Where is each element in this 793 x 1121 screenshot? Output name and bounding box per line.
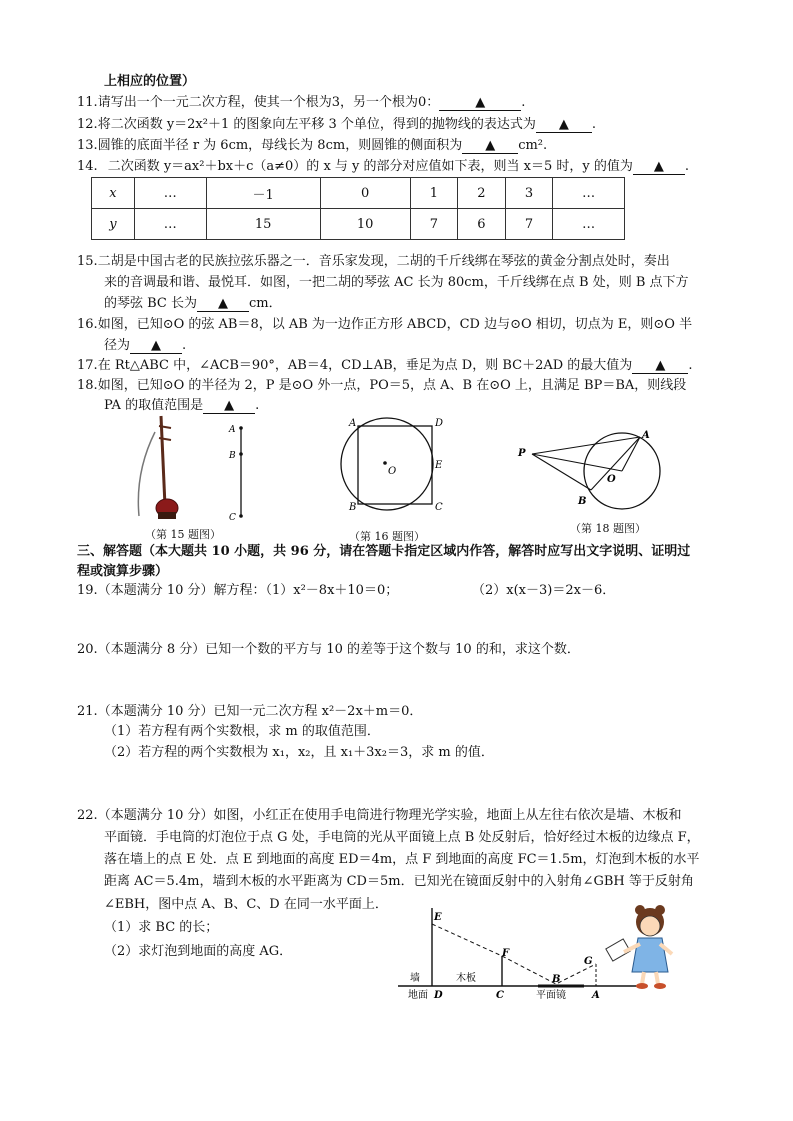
table-cell: 6 xyxy=(458,209,506,240)
question-16: 16.如图，已知⊙O 的弦 AB＝8，以 AB 为一边作正方形 ABCD，CD 边与⊙O 相切，切点为 E，则⊙O 半 xyxy=(77,317,693,332)
table-cell: 0 xyxy=(320,178,410,209)
question-18: 18.如图，已知⊙O 的半径为 2，P 是⊙O 外一点，PO＝5，点 A、B 在⊙O 上，且满足 BP＝BA，则线段 xyxy=(77,378,687,393)
girl-icon xyxy=(606,905,672,989)
table-cell: 3 xyxy=(505,178,553,209)
label-o: O xyxy=(388,466,397,477)
question-13: 13.圆锥的底面半径 r 为 6cm，母线长为 8cm，则圆锥的侧面积为 ▲ cm². xyxy=(77,138,548,153)
circle-o xyxy=(341,418,433,510)
value-table xyxy=(91,177,625,240)
table-cell: … xyxy=(134,178,206,209)
question-15-line: 的琴弦 BC 长为 ▲ cm． xyxy=(104,296,282,311)
table-cell: 7 xyxy=(505,209,553,240)
table-cell: 1 xyxy=(410,178,458,209)
question-22-part1: （1）求 BC 的长； xyxy=(104,920,219,935)
answer-blank[interactable]: ▲ xyxy=(197,297,249,312)
label-d: D xyxy=(435,418,444,429)
answer-blank[interactable]: ▲ xyxy=(633,160,685,175)
table-cell: … xyxy=(134,209,206,240)
table-row xyxy=(92,209,625,240)
label-ground: 地面 xyxy=(408,990,428,1001)
question-22-line: 落在墙上的点 E 处．点 E 到地面的高度 ED＝4m，点 F 到地面的高度 FC＝1.5m，灯泡到木板的水平 xyxy=(104,852,700,867)
label-p: P xyxy=(518,448,526,459)
label-f: F xyxy=(502,948,510,959)
question-17: 17.在 Rt△ABC 中，∠ACB＝90°，AB＝4，CD⊥AB，垂足为点 D，则 BC＋2AD 的最大值为 ▲ . xyxy=(77,358,693,373)
label-a: A xyxy=(229,425,236,435)
figure-16-caption: （第 16 题图） xyxy=(349,530,425,543)
label-e: E xyxy=(435,460,443,471)
figure-15 xyxy=(125,412,265,527)
figure-18-caption: （第 18 题图） xyxy=(570,522,646,535)
table-cell: … xyxy=(553,209,625,240)
label-c: C xyxy=(435,502,443,513)
figure-22 xyxy=(398,898,688,1008)
label-g: G xyxy=(584,956,593,967)
question-19-part2: （2）x(x－3)＝2x－6． xyxy=(472,583,616,598)
table-cell: 7 xyxy=(410,209,458,240)
header-line: 上相应的位置） xyxy=(104,74,196,89)
label-a: A xyxy=(642,430,650,441)
question-12: 12.将二次函数 y＝2x²＋1 的图象向左平移 3 个单位，得到的抛物线的表达式为 ▲ . xyxy=(77,117,597,132)
figure-18 xyxy=(512,420,682,520)
question-22-line: ∠EBH，图中点 A、B、C、D 在同一水平面上． xyxy=(104,897,388,912)
question-19: 19.（本题满分 10 分）解方程：（1）x²－8x＋10＝0； xyxy=(77,583,399,598)
label-mirror: 平面镜 xyxy=(536,990,566,1001)
label-b: B xyxy=(349,502,357,513)
section-3-heading: 三、解答题（本大题共 10 小题，共 96 分，请在答题卡指定区域内作答，解答时应写出文字说明、证明过 xyxy=(77,544,691,559)
label-a: A xyxy=(349,418,357,429)
label-e: E xyxy=(434,912,442,923)
label-b: B xyxy=(552,974,561,985)
answer-blank[interactable]: ▲ xyxy=(536,118,592,133)
label-b: B xyxy=(229,451,236,461)
answer-blank[interactable]: ▲ xyxy=(439,96,521,111)
question-20: 20.（本题满分 8 分）已知一个数的平方与 10 的差等于这个数与 10 的和，求这个数． xyxy=(77,642,580,657)
answer-blank[interactable]: ▲ xyxy=(632,359,688,374)
label-c: C xyxy=(229,513,236,523)
label-b: B xyxy=(578,496,587,507)
question-22-part2: （2）求灯泡到地面的高度 AG． xyxy=(104,944,293,959)
table-cell: 10 xyxy=(320,209,410,240)
question-21-part2: （2）若方程的两个实数根为 x₁，x₂，且 x₁＋3x₂＝3，求 m 的值． xyxy=(104,745,494,760)
table-cell: 2 xyxy=(458,178,506,209)
label-o: O xyxy=(607,474,616,485)
table-cell: 15 xyxy=(206,209,320,240)
question-18-line: PA 的取值范围是 ▲ . xyxy=(104,398,260,413)
label-a: A xyxy=(592,990,600,1001)
table-cell: x xyxy=(92,178,135,209)
table-row xyxy=(92,178,625,209)
table-cell: y xyxy=(92,209,135,240)
question-21-part1: （1）若方程有两个实数根，求 m 的取值范围． xyxy=(104,724,380,739)
answer-blank[interactable]: ▲ xyxy=(203,399,255,414)
figure-15-caption: （第 15 题图） xyxy=(145,528,221,541)
question-14: 14. 二次函数 y＝ax²＋bx＋c（a≠0）的 x 与 y 的部分对应值如下表，则当 x＝5 时，y 的值为 ▲ . xyxy=(77,159,689,174)
table-cell: －1 xyxy=(206,178,320,209)
answer-blank[interactable]: ▲ xyxy=(130,339,182,354)
question-16-line: 径为 ▲ . xyxy=(104,338,187,353)
question-22-line: 距离 AC＝5.4m，墙到木板的水平距离为 CD＝5m．已知光在镜面反射中的入射角∠GBH 等于反射角 xyxy=(104,874,694,889)
label-d: D xyxy=(434,990,443,1001)
square-abcd xyxy=(358,426,432,504)
question-11: 11.请写出一个一元二次方程，使其一个根为3，另一个根为0： ▲ . xyxy=(77,95,526,110)
question-15: 15.二胡是中国古老的民族拉弦乐器之一．音乐家发现，二胡的千斤线绑在琴弦的黄金分割点处时，奏出 xyxy=(77,254,670,269)
label-board: 木板 xyxy=(456,973,476,984)
section-3-heading-cont: 程或演算步骤） xyxy=(77,564,169,579)
figure-16 xyxy=(335,410,455,525)
label-wall: 墙 xyxy=(410,973,420,984)
answer-blank[interactable]: ▲ xyxy=(462,139,518,154)
question-21: 21.（本题满分 10 分）已知一元二次方程 x²－2x＋m＝0． xyxy=(77,704,423,719)
question-22: 22.（本题满分 10 分）如图，小红正在使用手电筒进行物理光学实验，地面上从左往右依次是墙、木板和 xyxy=(77,808,682,823)
erhu-icon xyxy=(138,416,178,519)
question-15-line: 来的音调最和谐、最悦耳．如图，一把二胡的琴弦 AC 长为 80cm，千斤线绑在点 B 处，则 B 点下方 xyxy=(104,275,689,290)
question-22-line: 平面镜．手电筒的灯泡位于点 G 处，手电筒的光从平面镜上点 B 处反射后，恰好经过木板的边缘点 F， xyxy=(104,830,700,845)
table-cell: … xyxy=(553,178,625,209)
label-c: C xyxy=(496,990,504,1001)
